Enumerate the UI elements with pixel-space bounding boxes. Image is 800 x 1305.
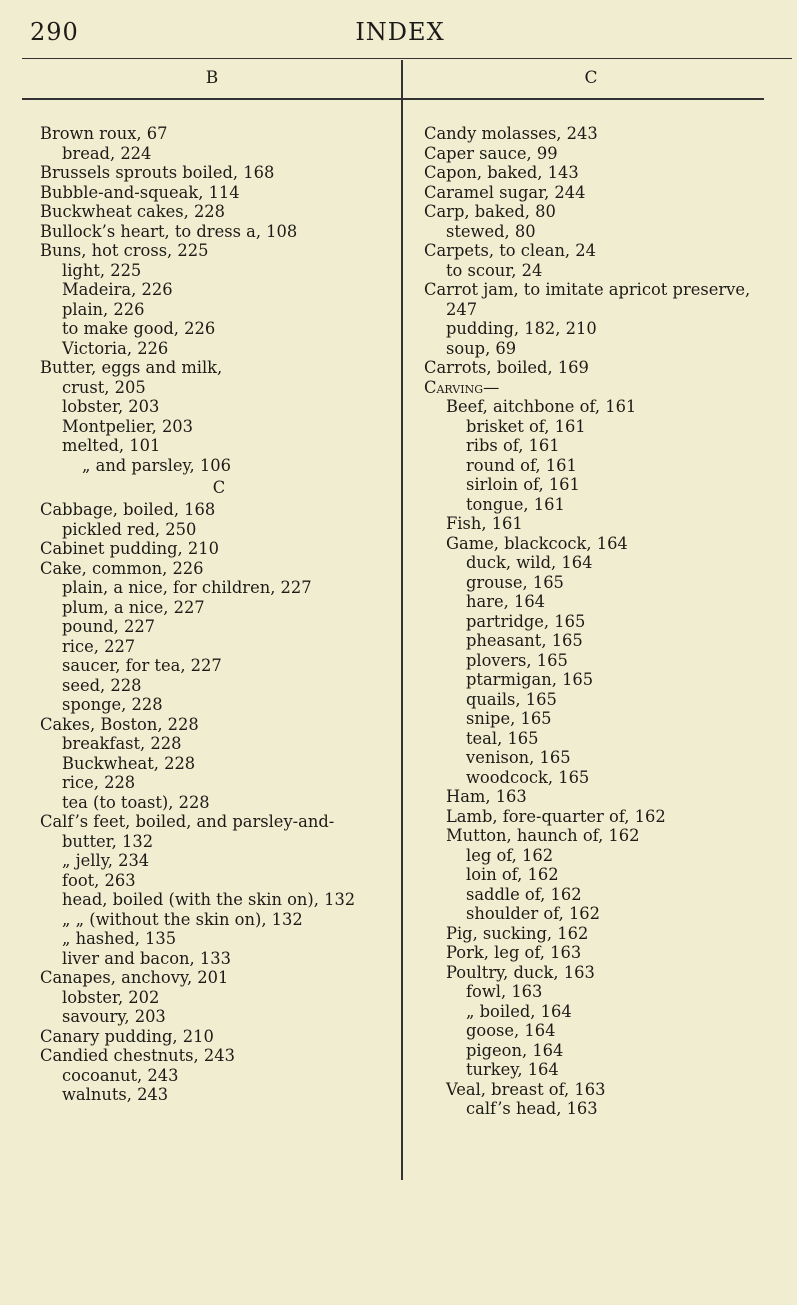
index-entry: leg of, 162 xyxy=(466,845,554,865)
index-entry: Montpelier, 203 xyxy=(62,416,194,436)
index-entry: crust, 205 xyxy=(62,377,146,397)
index-entry: foot, 263 xyxy=(62,870,136,890)
index-entry: Cake, common, 226 xyxy=(40,558,204,578)
section-letter: C xyxy=(212,478,226,497)
index-entry: Pig, sucking, 162 xyxy=(446,923,589,943)
index-entry: venison, 165 xyxy=(466,748,571,767)
index-entry: Cabbage, boiled, 168 xyxy=(40,500,216,519)
index-entry: tea (to toast), 228 xyxy=(62,792,210,812)
index-entry: Candy molasses, 243 xyxy=(424,124,598,143)
index-entry: loin of, 162 xyxy=(466,865,559,884)
index-entry: melted, 101 xyxy=(62,436,161,455)
index-entry: Ham, 163 xyxy=(446,787,527,806)
index-entry: pound, 227 xyxy=(62,617,156,636)
index-entry: Canary pudding, 210 xyxy=(40,1026,214,1046)
index-entry: bread, 224 xyxy=(62,143,152,163)
index-entry: plain, 226 xyxy=(62,299,145,319)
index-entry: Poultry, duck, 163 xyxy=(446,962,595,982)
index-entry: Madeira, 226 xyxy=(62,280,173,299)
index-entry: „ and parsley, 106 xyxy=(82,455,231,475)
index-entry: round of, 161 xyxy=(466,455,577,475)
index-entry: pheasant, 165 xyxy=(466,631,583,650)
index-entry: liver and bacon, 133 xyxy=(62,948,231,968)
index-entry: pigeon, 164 xyxy=(466,1040,564,1060)
index-entry: „ hashed, 135 xyxy=(62,929,177,948)
index-entry: Bubble-and-squeak, 114 xyxy=(40,182,240,202)
index-entry: Carp, baked, 80 xyxy=(424,202,556,221)
index-entry: teal, 165 xyxy=(466,728,539,748)
left-column-heading: B xyxy=(205,68,219,88)
index-entry: Bullock’s heart, to dress a, 108 xyxy=(40,221,298,241)
index-entry: Butter, eggs and milk, xyxy=(40,358,223,377)
index-entry: Capon, baked, 143 xyxy=(424,163,579,182)
index-entry: sirloin of, 161 xyxy=(466,475,580,494)
index-entry: breakfast, 228 xyxy=(62,734,182,753)
index-entry: plovers, 165 xyxy=(466,650,568,670)
index-entry: pudding, 182, 210 xyxy=(446,319,597,338)
index-entry: Beef, aitchbone of, 161 xyxy=(446,397,637,416)
index-entry: saucer, for tea, 227 xyxy=(62,656,222,675)
index-entry: Caper sauce, 99 xyxy=(424,143,558,163)
index-entry: lobster, 203 xyxy=(62,397,160,416)
index-entry: seed, 228 xyxy=(62,675,142,695)
index-entry: savoury, 203 xyxy=(62,1007,166,1026)
index-entry: Lamb, fore-quarter of, 162 xyxy=(446,806,666,826)
index-entry: saddle of, 162 xyxy=(466,884,582,904)
index-entry: pickled red, 250 xyxy=(62,519,197,539)
index-entry: plain, a nice, for children, 227 xyxy=(62,578,312,597)
index-entry: tongue, 161 xyxy=(466,494,565,514)
index-entry: walnuts, 243 xyxy=(62,1085,169,1104)
index-entry: Fish, 161 xyxy=(446,514,523,533)
right-column-heading: C xyxy=(584,68,598,88)
column-divider xyxy=(401,60,403,1180)
index-entry: shoulder of, 162 xyxy=(466,904,601,923)
index-entry: fowl, 163 xyxy=(466,982,543,1001)
index-entry: woodcock, 165 xyxy=(466,767,590,787)
index-entry: Mutton, haunch of, 162 xyxy=(446,826,640,845)
heading-rule xyxy=(22,98,764,100)
index-entry: rice, 227 xyxy=(62,636,136,656)
index-entry: Carrots, boiled, 169 xyxy=(424,358,589,377)
index-entry: quails, 165 xyxy=(466,689,557,709)
index-entry: Carpets, to clean, 24 xyxy=(424,241,596,260)
index-entry: Game, blackcock, 164 xyxy=(446,533,628,553)
index-entry: ptarmigan, 165 xyxy=(466,670,594,689)
index-entry: butter, 132 xyxy=(62,831,154,851)
index-entry: head, boiled (with the skin on), 132 xyxy=(62,890,356,909)
index-entry: goose, 164 xyxy=(466,1021,556,1040)
index-entry: stewed, 80 xyxy=(446,221,536,241)
index-entry: Buckwheat cakes, 228 xyxy=(40,202,226,221)
index-entry: cocoanut, 243 xyxy=(62,1065,179,1085)
index-entry: Carving— xyxy=(424,377,500,397)
page-number: 290 xyxy=(30,18,79,46)
index-entry: light, 225 xyxy=(62,260,142,280)
index-entry: to make good, 226 xyxy=(62,319,216,338)
index-entry: snipe, 165 xyxy=(466,709,552,728)
index-entry: Cakes, Boston, 228 xyxy=(40,714,199,734)
index-entry: Buns, hot cross, 225 xyxy=(40,241,209,260)
page-title: INDEX xyxy=(355,18,445,46)
index-entry: ribs of, 161 xyxy=(466,436,560,455)
left-index-column xyxy=(40,124,398,1105)
index-entry: brisket of, 161 xyxy=(466,416,586,436)
index-entry: Buckwheat, 228 xyxy=(62,753,196,773)
index-entry: Calf’s feet, boiled, and parsley-and- xyxy=(40,812,335,831)
index-entry: hare, 164 xyxy=(466,592,546,611)
index-entry: lobster, 202 xyxy=(62,987,160,1007)
index-entry: Brussels sprouts boiled, 168 xyxy=(40,163,275,182)
index-entry: plum, a nice, 227 xyxy=(62,597,205,617)
index-entry: soup, 69 xyxy=(446,338,517,358)
index-entry: duck, wild, 164 xyxy=(466,553,593,572)
index-entry: turkey, 164 xyxy=(466,1060,559,1079)
index-entry: Caramel sugar, 244 xyxy=(424,182,586,202)
index-entry: „ jelly, 234 xyxy=(62,851,150,870)
index-entry: partridge, 165 xyxy=(466,611,586,631)
index-entry: rice, 228 xyxy=(62,773,136,792)
index-entry: Canapes, anchovy, 201 xyxy=(40,968,229,987)
index-entry: Cabinet pudding, 210 xyxy=(40,539,219,558)
index-entry: sponge, 228 xyxy=(62,695,163,714)
top-rule xyxy=(22,58,792,59)
index-entry: grouse, 165 xyxy=(466,572,564,592)
index-entry: Victoria, 226 xyxy=(62,338,169,358)
index-entry: to scour, 24 xyxy=(446,260,543,280)
index-entry: Veal, breast of, 163 xyxy=(446,1079,606,1099)
right-index-column xyxy=(424,124,796,1119)
index-entry: 247 xyxy=(446,299,478,319)
index-entry: Carrot jam, to imitate apricot preserve, xyxy=(424,280,751,299)
index-entry: Pork, leg of, 163 xyxy=(446,943,582,962)
index-entry: Candied chestnuts, 243 xyxy=(40,1046,235,1065)
index-entry: „ „ (without the skin on), 132 xyxy=(62,909,303,929)
index-entry: „ boiled, 164 xyxy=(466,1001,572,1021)
index-entry: Brown roux, 67 xyxy=(40,124,168,143)
index-entry: calf’s head, 163 xyxy=(466,1099,598,1118)
